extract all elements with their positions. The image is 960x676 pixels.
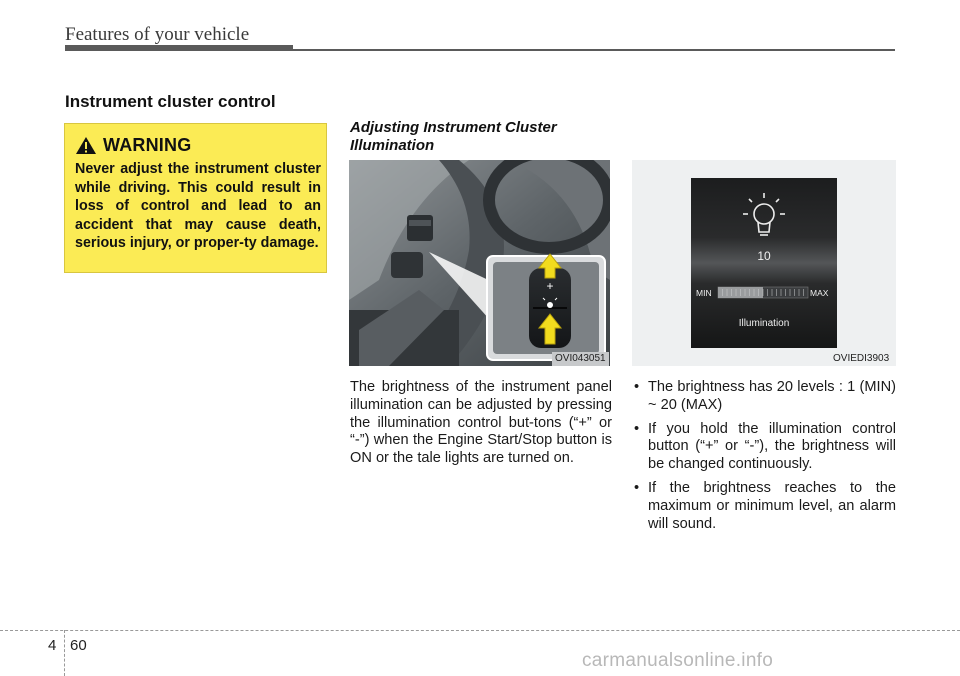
chapter-number: 4 xyxy=(48,637,57,654)
figure-caption-left: OVI043051 xyxy=(552,352,609,366)
bullet-text: If the brightness reaches to the maximum or minimum level, an alarm will sound. xyxy=(648,479,896,532)
subsection-title: Adjusting Instrument Cluster Illumination xyxy=(350,119,557,154)
plus-label: + xyxy=(546,279,554,293)
dashboard-illumination-buttons-photo xyxy=(349,160,610,366)
bullet-dot: • xyxy=(634,379,640,395)
bullet-text: If you hold the illumination control button (“+” or “-”), the brightness will be changed continuously. xyxy=(648,420,896,473)
list-item xyxy=(632,480,896,533)
footer-rule xyxy=(0,630,960,631)
page-number: 60 xyxy=(70,637,87,654)
warning-text: Never adjust the instrument cluster while driving. This could result in loss of control and lead to an accident that may cause death, serious injury, or proper-ty damage. xyxy=(75,161,321,252)
warning-heading xyxy=(75,135,191,156)
figure-caption-right: OVIEDI3903 xyxy=(830,352,892,366)
bullet-list xyxy=(632,379,896,539)
bullet-dot: • xyxy=(634,420,640,437)
footer-divider xyxy=(64,630,65,676)
watermark: carmanualsonline.info xyxy=(582,650,774,671)
header-rule-thin xyxy=(293,49,895,51)
warning-triangle-icon xyxy=(75,136,97,155)
bullet-dot: • xyxy=(634,479,640,496)
warning-title: WARNING xyxy=(103,135,192,155)
body-paragraph: The brightness of the instrument panel illumination can be adjusted by pressing the illumination control but-tons (“+” or “-”) when the Engine Start/Stop button is ON or the tale lights are turned on. xyxy=(350,379,612,467)
list-item xyxy=(632,379,896,415)
warning-box xyxy=(64,123,327,273)
section-title: Instrument cluster control xyxy=(65,92,276,111)
list-item xyxy=(632,421,896,474)
min-label: MIN xyxy=(696,288,712,298)
cluster-screen xyxy=(632,160,896,366)
level-readout: 10 xyxy=(757,249,771,263)
header-rule-thick xyxy=(65,45,293,51)
cluster-illumination-display xyxy=(632,160,896,366)
max-label: MAX xyxy=(810,288,829,298)
illumination-label: Illumination xyxy=(738,318,790,329)
bullet-text: The brightness has 20 levels : 1 (MIN) ~ 20 (MAX) xyxy=(648,379,896,413)
running-header: Features of your vehicle xyxy=(65,24,250,45)
